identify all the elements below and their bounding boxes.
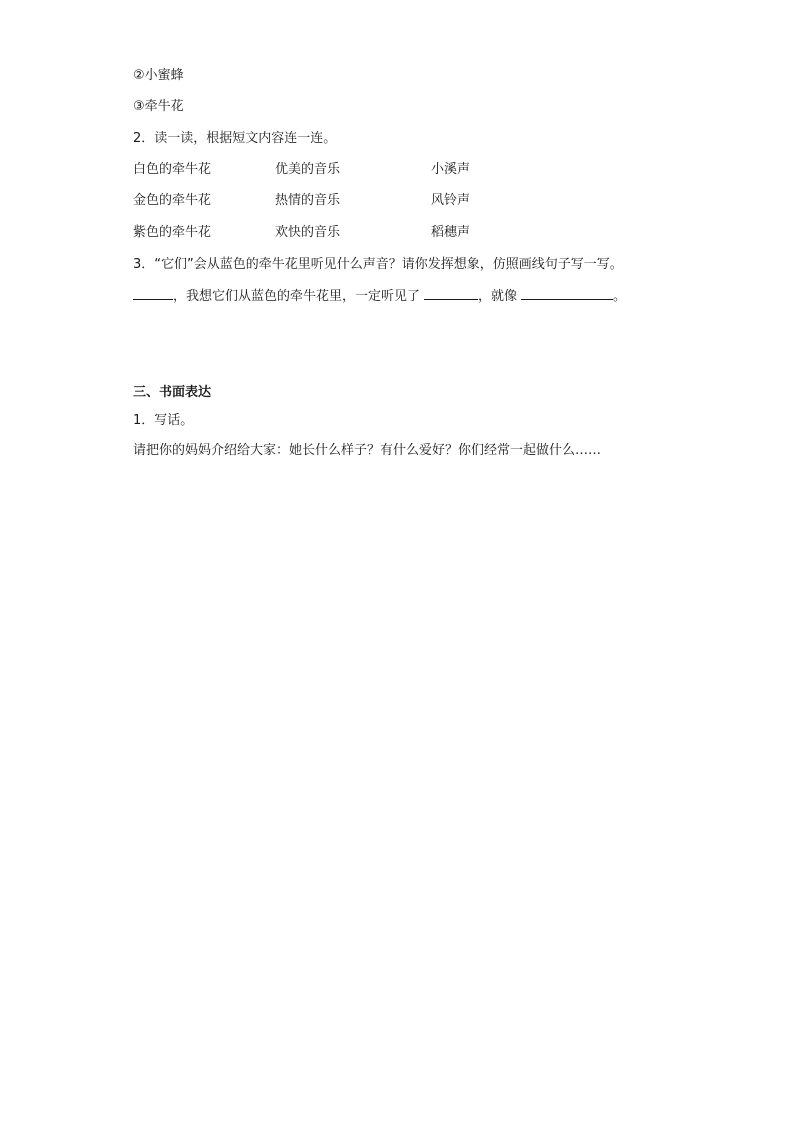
writing-instruction: 请把你的妈妈介绍给大家：她长什么样子？有什么爱好？你们经常一起做什么…… — [133, 443, 602, 458]
fill-segment-2: ，就像 — [478, 289, 518, 304]
question-2-prompt: 2．读一读，根据短文内容连一连。 — [133, 131, 337, 146]
fill-segment-1: ，我想它们从蓝色的牵牛花里，一定听见了 — [173, 289, 421, 304]
match-row — [133, 224, 633, 242]
match-sound: 风铃声 — [431, 193, 471, 208]
question-3-fill-sentence — [133, 286, 626, 306]
match-music: 优美的音乐 — [275, 162, 341, 177]
match-sound: 稻穗声 — [431, 225, 471, 240]
question-3-prompt: 3．“它们”会从蓝色的牵牛花里听见什么声音？请你发挥想象，仿照画线句子写一写。 — [133, 257, 623, 272]
option-2-text: ②小蜜蜂 — [133, 68, 184, 83]
answer-blank-2[interactable] — [424, 286, 478, 300]
option-3 — [133, 98, 184, 116]
match-sound: 小溪声 — [431, 162, 471, 177]
option-2 — [133, 67, 184, 85]
match-music: 欢快的音乐 — [275, 225, 341, 240]
match-music: 热情的音乐 — [275, 193, 341, 208]
match-flower: 白色的牵牛花 — [133, 162, 212, 177]
section-3-heading: 三、书面表达 — [133, 385, 212, 400]
section-3-item-1: 1．写话。 — [133, 413, 194, 428]
match-row — [133, 161, 633, 179]
match-flower: 金色的牵牛花 — [133, 193, 212, 208]
fill-segment-3: 。 — [613, 289, 627, 304]
option-3-text: ③牵牛花 — [133, 99, 184, 114]
match-row — [133, 192, 633, 210]
answer-blank-3[interactable] — [521, 286, 613, 300]
answer-blank-1[interactable] — [133, 286, 173, 300]
match-flower: 紫色的牵牛花 — [133, 225, 212, 240]
